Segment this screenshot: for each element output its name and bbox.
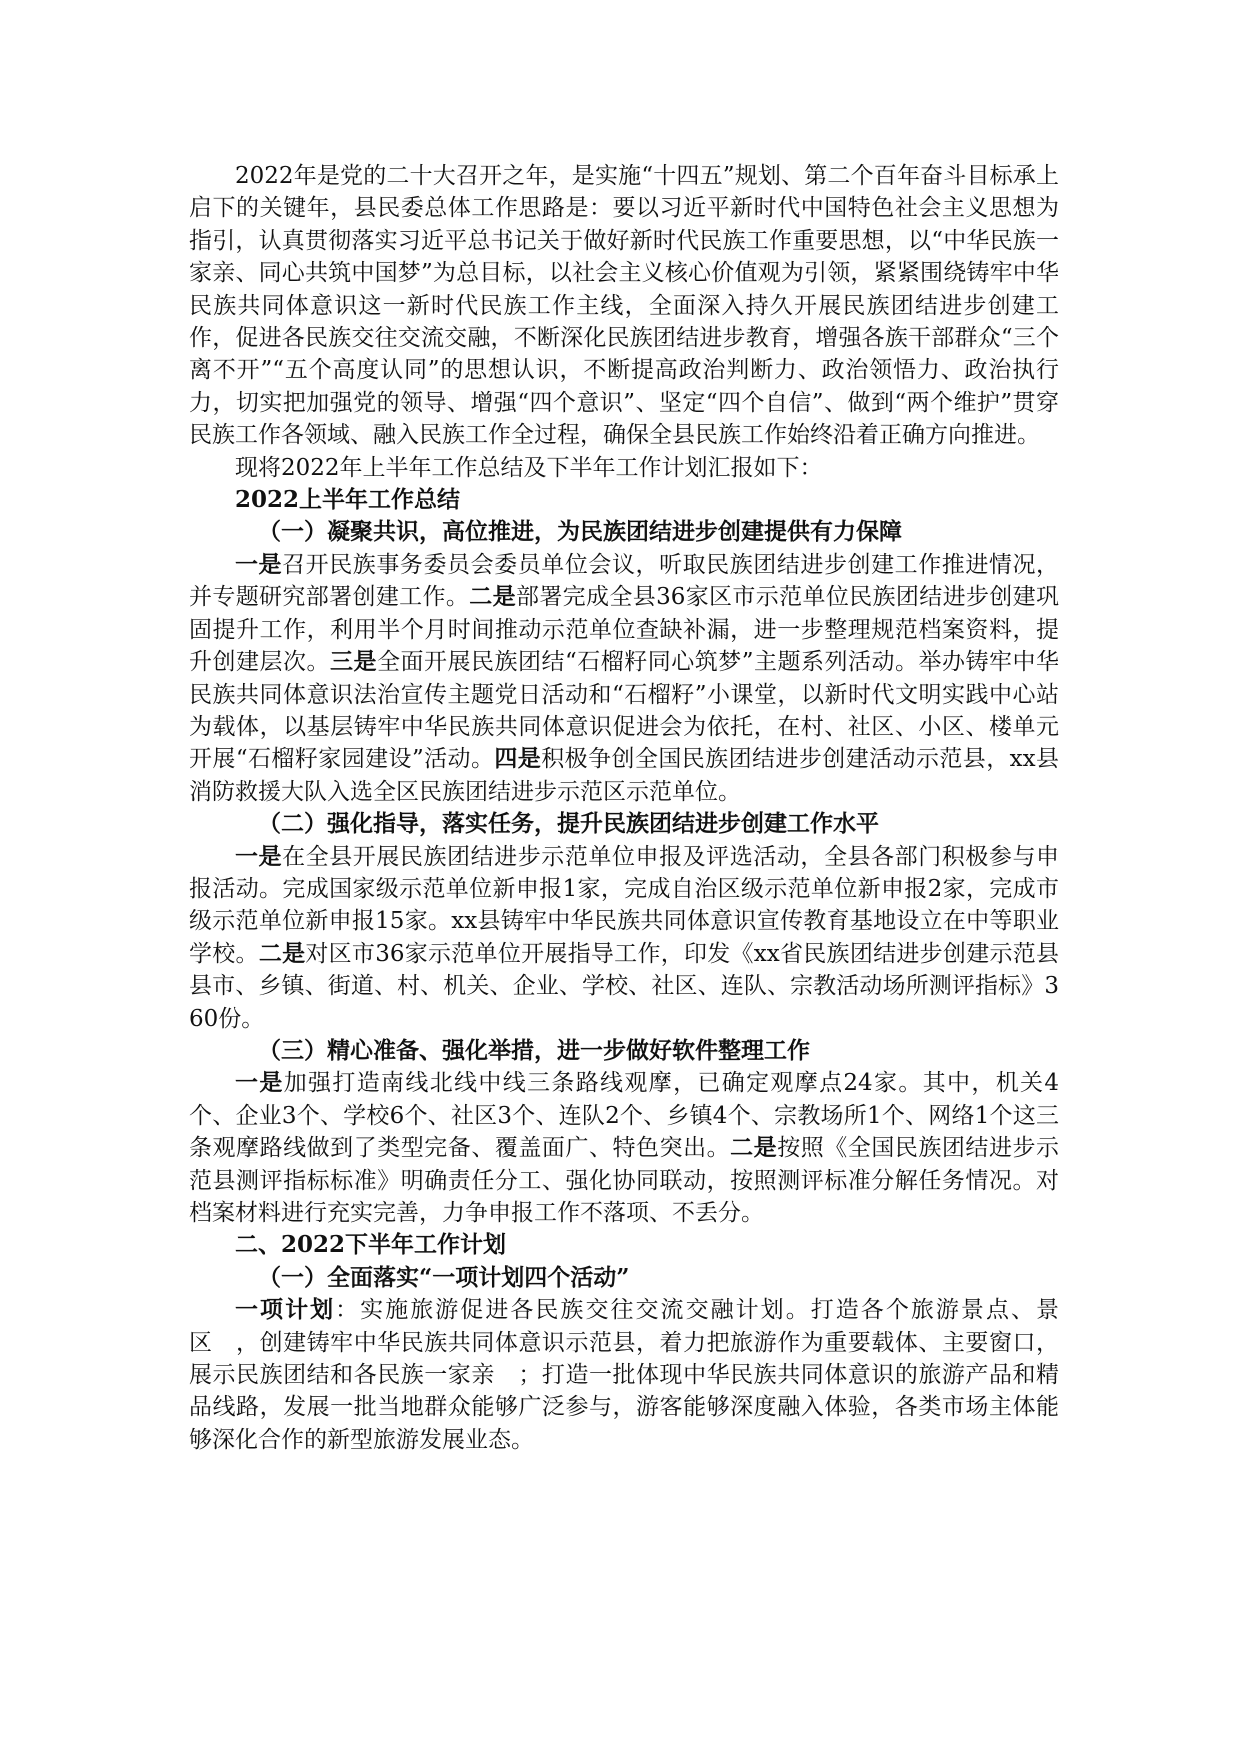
body-text: 加强打造南线北线中线三条路线观摩，已确定观摩点24家。其中，机关4个、企业3个、学校6个、社区3个、连队2个、乡镇4个、宗教场所1个、网络1个这三条观摩路线做到了类型完备、覆盖面广、特色突出。 <box>189 1070 1060 1162</box>
lead-marker: 一是 <box>235 842 283 870</box>
section-2-1-title: （一）全面落实“一项计划四个活动” <box>258 1263 630 1291</box>
section-1-1-title: （一）凝聚共识，高位推进，为民族团结进步创建提供有力保障 <box>258 518 902 546</box>
lead-marker: 二是 <box>258 939 306 967</box>
body-text: 在全县开展民族团结进步示范单位申报及评选活动，全县各部门积极参与申报活动。完成国家级示范单位新申报1家，完成自治区级示范单位新申报2家，完成市级示范单位新申报15家。xx县铸牢中华民族共同体意识宣传教育基地设立在中等职业学校。 <box>189 843 1060 967</box>
lead-marker: 二是 <box>469 583 516 611</box>
body-text: 全面开展民族团结“石榴籽同心筑梦”主题系列活动。举办铸牢中华民族共同体意识法治宣传主题党日活动和“石榴籽”小课堂，以新时代文明实践中心站为载体，以基层铸牢中华民族共同体意识促进会为依托，在村、社区、小区、楼单元开展“石榴籽家园建设”活动。 <box>189 649 1059 773</box>
intro-paragraph-2: 现将2022年上半年工作总结及下半年工作计划汇报如下： <box>235 454 823 481</box>
body-text: 召开民族事务委员会委员单位会议，听取民族团结进步创建工作推进情况，并专题研究部署创建工作。 <box>189 551 1060 611</box>
section-1-2-title: （二）强化指导，落实任务，提升民族团结进步创建工作水平 <box>258 810 879 838</box>
body-text: ：实施旅游促进各民族交往交流交融计划。打造各个旅游景点、景区 ，创建铸牢中华民族共同体意识示范县，着力把旅游作为重要载体、主要窗口，展示民族团结和各民族一家亲 ；打造一批体现中华民族共同体意识的旅游产品和精品线路，发展一批当地群众能够广泛参与，游客能够深度融入体验，各类市场主体能够深化合作的新型旅游发展业态。 <box>189 1297 1059 1453</box>
body-text: 部署完成全县36家区市示范单位民族团结进步创建巩固提升工作，利用半个月时间推动示范单位查缺补漏，进一步整理规范档案资料，提升创建层次。 <box>189 584 1060 676</box>
section-1-title: 2022上半年工作总结 <box>235 486 461 514</box>
lead-marker: 三是 <box>330 648 377 676</box>
body-text: 按照《全国民族团结进步示范县测评指标标准》明确责任分工、强化协同联动，按照测评标准分解任务情况。对档案材料进行充实完善，力争申报工作不落项、不丢分。 <box>189 1135 1060 1226</box>
document-page <box>189 160 1059 1456</box>
lead-marker: 四是 <box>494 745 542 773</box>
section-2-1-body <box>189 1294 1059 1456</box>
lead-marker: 一是 <box>235 1069 284 1097</box>
section-1-2-body <box>189 841 1059 1035</box>
lead-marker: 二是 <box>730 1134 778 1162</box>
lead-marker: 一项计划 <box>235 1296 336 1324</box>
section-1-3-title: （三）精心准备、强化举措，进一步做好软件整理工作 <box>258 1036 810 1064</box>
lead-marker: 一是 <box>235 550 283 578</box>
section-1-3-body <box>189 1067 1059 1229</box>
section-1-1-body <box>189 549 1059 808</box>
body-text: 对区市36家示范单位开展指导工作，印发《xx省民族团结进步创建示范县县市、乡镇、街道、村、机关、企业、学校、社区、连队、宗教活动场所测评指标》360份。 <box>189 940 1060 1032</box>
intro-paragraph-1: 2022年是党的二十大召开之年，是实施“十四五”规划、第二个百年奋斗目标承上启下的关键年，县民委总体工作思路是：要以习近平新时代中国特色社会主义思想为指引，认真贯彻落实习近平总书记关于做好新时代民族工作重要思想，以“中华民族一家亲、同心共筑中国梦”为总目标，以社会主义核心价值观为引领，紧紧围绕铸牢中华民族共同体意识这一新时代民族工作主线，全面深入持久开展民族团结进步创建工作，促进各民族交往交流交融，不断深化民族团结进步教育，增强各族干部群众“三个离不开”“五个高度认同”的思想认识，不断提高政治判断力、政治领悟力、政治执行力，切实把加强党的领导、增强“四个意识”、坚定“四个自信”、做到“两个维护”贯穿民族工作各领域、融入民族工作全过程，确保全县民族工作始终沿着正确方向推进。 <box>189 163 1059 449</box>
section-2-title: 二、2022下半年工作计划 <box>235 1231 507 1259</box>
body-text: 积极争创全国民族团结进步创建活动示范县，xx县消防救援大队入选全区民族团结进步示范区示范单位。 <box>189 746 1059 805</box>
